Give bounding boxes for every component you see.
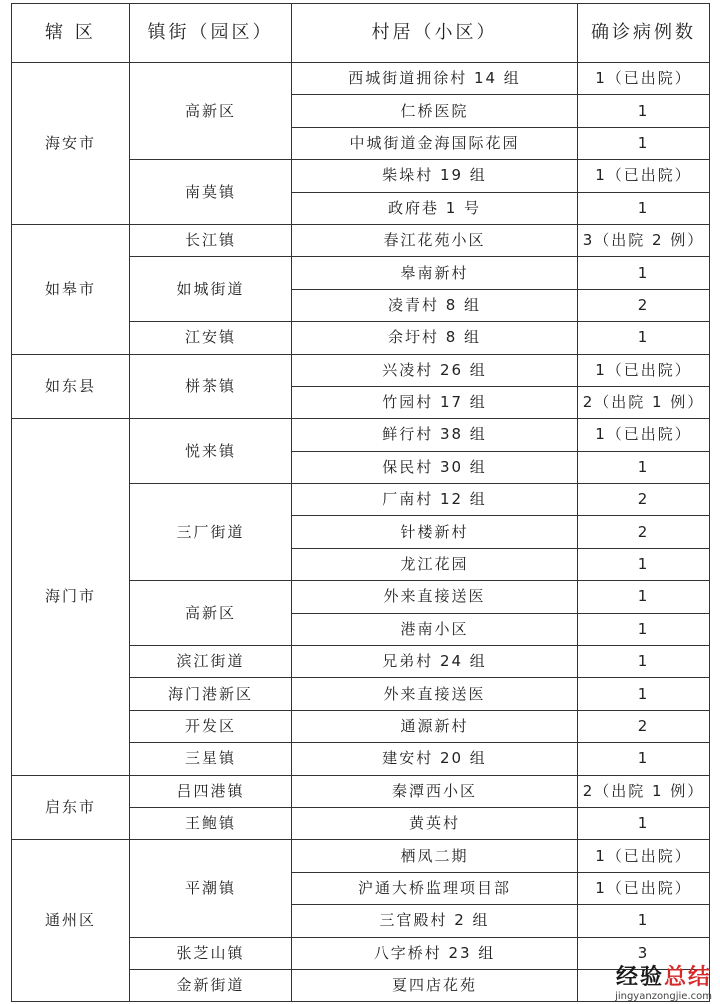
village-cell: 兴凌村 26 组 (292, 354, 578, 386)
village-cell: 建安村 20 组 (292, 743, 578, 775)
district-cell: 通州区 (12, 840, 130, 1002)
cases-cell: 3 (578, 937, 710, 969)
village-cell: 竹园村 17 组 (292, 386, 578, 418)
town-cell: 栟茶镇 (130, 354, 292, 419)
header-village: 村居（小区） (292, 4, 578, 63)
cases-cell: 1 (578, 581, 710, 613)
village-cell: 春江花苑小区 (292, 224, 578, 256)
town-cell: 海门港新区 (130, 678, 292, 710)
town-cell: 南莫镇 (130, 160, 292, 225)
town-cell: 高新区 (130, 63, 292, 160)
cases-cell: 3（出院 2 例） (578, 224, 710, 256)
town-cell: 开发区 (130, 710, 292, 742)
town-cell: 长江镇 (130, 224, 292, 256)
table-row (12, 419, 710, 451)
village-cell: 港南小区 (292, 613, 578, 645)
town-cell: 悦来镇 (130, 419, 292, 484)
header-cases: 确诊病例数 (578, 4, 710, 63)
cases-cell: 1 (578, 192, 710, 224)
village-cell: 余圩村 8 组 (292, 322, 578, 354)
cases-cell: 1（已出院） (578, 354, 710, 386)
district-cell: 海门市 (12, 419, 130, 775)
cases-cell: 1（已出院） (578, 872, 710, 904)
village-cell: 凌青村 8 组 (292, 289, 578, 321)
town-cell: 三厂街道 (130, 484, 292, 581)
town-cell: 吕四港镇 (130, 775, 292, 807)
cases-cell: 1 (578, 451, 710, 483)
cases-cell: 2 (578, 516, 710, 548)
district-cell: 如皋市 (12, 224, 130, 354)
village-cell: 鲜行村 38 组 (292, 419, 578, 451)
village-cell: 龙江花园 (292, 548, 578, 580)
cases-cell: 1 (578, 95, 710, 127)
watermark-url: jingyanzongjie.com (615, 991, 712, 1002)
district-cell: 启东市 (12, 775, 130, 840)
village-cell: 西城街道拥徐村 14 组 (292, 63, 578, 95)
town-cell: 平潮镇 (130, 840, 292, 937)
village-cell: 八字桥村 23 组 (292, 937, 578, 969)
village-cell: 中城街道金海国际花园 (292, 127, 578, 159)
cases-cell: 1 (578, 257, 710, 289)
village-cell: 外来直接送医 (292, 678, 578, 710)
town-cell: 江安镇 (130, 322, 292, 354)
cases-cell: 1 (578, 322, 710, 354)
village-cell: 栖凤二期 (292, 840, 578, 872)
table-row (12, 224, 710, 256)
cases-cell: 1（已出院） (578, 419, 710, 451)
village-cell: 黄英村 (292, 807, 578, 839)
village-cell: 通源新村 (292, 710, 578, 742)
table-row (12, 354, 710, 386)
cases-cell: 1 (578, 613, 710, 645)
town-cell: 三星镇 (130, 743, 292, 775)
cases-cell: 1（已出院） (578, 840, 710, 872)
cases-cell: 1 (578, 548, 710, 580)
village-cell: 仁桥医院 (292, 95, 578, 127)
cases-cell: 2 (578, 710, 710, 742)
village-cell: 厂南村 12 组 (292, 484, 578, 516)
cases-cell: 1 (578, 807, 710, 839)
header-town: 镇街（园区） (130, 4, 292, 63)
header-row (12, 4, 710, 63)
cases-cell: 2 (578, 289, 710, 321)
table-row (12, 63, 710, 95)
cases-cell: 1 (578, 678, 710, 710)
watermark-brand-a: 经验 (615, 965, 664, 990)
town-cell: 金新街道 (130, 969, 292, 1001)
cases-table (11, 3, 710, 1002)
table-row (12, 840, 710, 872)
district-cell: 如东县 (12, 354, 130, 419)
village-cell: 保民村 30 组 (292, 451, 578, 483)
town-cell: 张芝山镇 (130, 937, 292, 969)
village-cell: 三官殿村 2 组 (292, 905, 578, 937)
village-cell: 政府巷 1 号 (292, 192, 578, 224)
cases-cell: 1（已出院） (578, 160, 710, 192)
cases-cell: 2（出院 1 例） (578, 775, 710, 807)
town-cell: 高新区 (130, 581, 292, 646)
cases-cell: 2（出院 1 例） (578, 386, 710, 418)
cases-cell: 1 (578, 743, 710, 775)
village-cell: 兄弟村 24 组 (292, 646, 578, 678)
cases-cell: 1 (578, 905, 710, 937)
watermark (615, 960, 712, 1002)
district-cell: 海安市 (12, 63, 130, 225)
village-cell: 皋南新村 (292, 257, 578, 289)
table-row (12, 775, 710, 807)
town-cell: 王鲍镇 (130, 807, 292, 839)
village-cell: 针楼新村 (292, 516, 578, 548)
town-cell: 如城街道 (130, 257, 292, 322)
village-cell: 秦潭西小区 (292, 775, 578, 807)
table-body (12, 63, 710, 1002)
watermark-brand-b: 总结 (663, 965, 712, 990)
village-cell: 沪通大桥监理项目部 (292, 872, 578, 904)
cases-cell: 1（已出院） (578, 63, 710, 95)
village-cell: 夏四店花苑 (292, 969, 578, 1001)
cases-cell: 1 (578, 646, 710, 678)
town-cell: 滨江街道 (130, 646, 292, 678)
village-cell: 柴垛村 19 组 (292, 160, 578, 192)
header-district: 辖 区 (12, 4, 130, 63)
cases-cell: 1 (578, 127, 710, 159)
village-cell: 外来直接送医 (292, 581, 578, 613)
cases-cell: 2 (578, 484, 710, 516)
